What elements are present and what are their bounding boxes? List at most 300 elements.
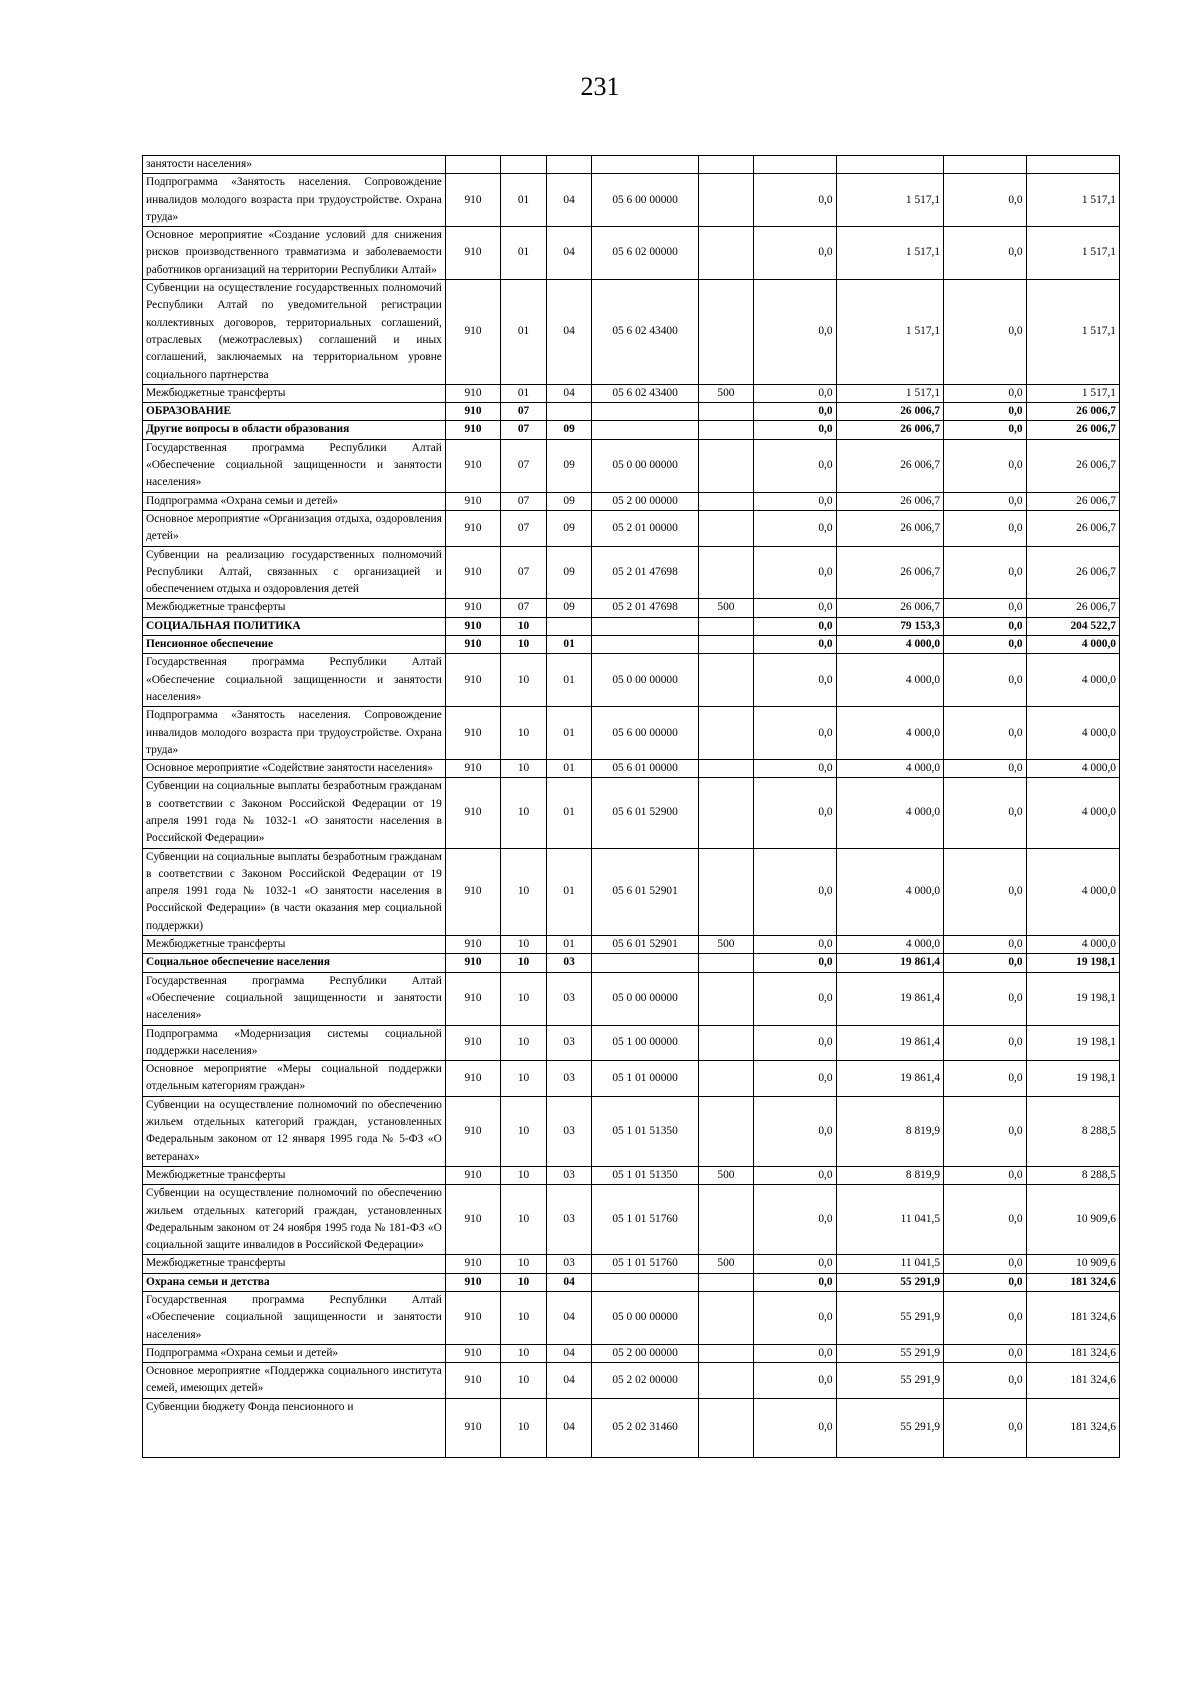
row-name-cell: Субвенции на осуществление полномочий по обеспечению жильем отдельных категорий граждан, установленных Федеральным законом от 24 ноября 1995 года № 181-ФЗ «О социальной защите инвалидов в Российской Федерации» <box>143 1185 446 1255</box>
section-code-cell: 10 <box>501 636 547 654</box>
expense-type-cell <box>698 778 753 848</box>
amount-cell-3: 0,0 <box>944 617 1027 635</box>
subsection-code-cell: 04 <box>546 1398 592 1457</box>
amount-cell-4: 10 909,6 <box>1026 1185 1119 1255</box>
table-row <box>143 1185 1120 1255</box>
subsection-code-cell: 01 <box>546 760 592 778</box>
row-name-cell: Социальное обеспечение населения <box>143 954 446 972</box>
section-code-cell: 07 <box>501 492 547 510</box>
subsection-code-cell: 04 <box>546 174 592 227</box>
expense-type-cell <box>698 1096 753 1166</box>
grbs-code-cell: 910 <box>445 1025 500 1061</box>
amount-cell-4: 181 324,6 <box>1026 1292 1119 1345</box>
amount-cell-1: 0,0 <box>754 227 837 280</box>
target-article-cell <box>592 954 698 972</box>
amount-cell-3: 0,0 <box>944 954 1027 972</box>
target-article-cell: 05 6 00 00000 <box>592 174 698 227</box>
expense-type-cell <box>698 1273 753 1291</box>
amount-cell-1: 0,0 <box>754 403 837 421</box>
row-name-cell: Государственная программа Республики Алтай «Обеспечение социальной защищенности и занятости населения» <box>143 439 446 492</box>
section-code-cell: 10 <box>501 1398 547 1457</box>
amount-cell-4 <box>1026 156 1119 174</box>
section-code-cell: 10 <box>501 1061 547 1097</box>
target-article-cell <box>592 156 698 174</box>
expense-type-cell <box>698 954 753 972</box>
target-article-cell <box>592 421 698 439</box>
row-name-cell: Субвенции на осуществление государственных полномочий Республики Алтай по уведомительной регистрации коллективных договоров, территориальных соглашений, отраслевых (межотраслевых) соглашений и иных соглашений, заключаемых на территориальном уровне социального партнерства <box>143 280 446 385</box>
section-code-cell: 07 <box>501 599 547 617</box>
amount-cell-2: 1 517,1 <box>836 384 943 402</box>
table-row <box>143 1061 1120 1097</box>
grbs-code-cell: 910 <box>445 1292 500 1345</box>
subsection-code-cell: 01 <box>546 654 592 707</box>
expense-type-cell <box>698 1025 753 1061</box>
table-row <box>143 421 1120 439</box>
target-article-cell: 05 2 02 31460 <box>592 1398 698 1457</box>
grbs-code-cell: 910 <box>445 936 500 954</box>
section-code-cell: 01 <box>501 280 547 385</box>
expense-type-cell <box>698 707 753 760</box>
target-article-cell: 05 6 02 00000 <box>592 227 698 280</box>
amount-cell-1: 0,0 <box>754 1273 837 1291</box>
amount-cell-3: 0,0 <box>944 1273 1027 1291</box>
amount-cell-1: 0,0 <box>754 760 837 778</box>
amount-cell-2: 1 517,1 <box>836 174 943 227</box>
section-code-cell: 01 <box>501 174 547 227</box>
target-article-cell: 05 6 01 52901 <box>592 936 698 954</box>
amount-cell-3: 0,0 <box>944 1061 1027 1097</box>
target-article-cell: 05 6 02 43400 <box>592 384 698 402</box>
table-row <box>143 848 1120 935</box>
amount-cell-4: 8 288,5 <box>1026 1096 1119 1166</box>
grbs-code-cell: 910 <box>445 1061 500 1097</box>
subsection-code-cell: 01 <box>546 636 592 654</box>
expense-type-cell: 500 <box>698 1166 753 1184</box>
target-article-cell: 05 6 01 52901 <box>592 848 698 935</box>
budget-table-body <box>143 156 1120 1458</box>
amount-cell-3: 0,0 <box>944 492 1027 510</box>
amount-cell-3: 0,0 <box>944 599 1027 617</box>
amount-cell-1: 0,0 <box>754 492 837 510</box>
expense-type-cell <box>698 1363 753 1399</box>
subsection-code-cell: 01 <box>546 778 592 848</box>
subsection-code-cell: 09 <box>546 439 592 492</box>
amount-cell-4: 1 517,1 <box>1026 280 1119 385</box>
amount-cell-1: 0,0 <box>754 707 837 760</box>
target-article-cell: 05 6 01 52900 <box>592 778 698 848</box>
amount-cell-2: 26 006,7 <box>836 403 943 421</box>
subsection-code-cell: 03 <box>546 1096 592 1166</box>
table-row <box>143 954 1120 972</box>
table-row <box>143 174 1120 227</box>
amount-cell-4: 26 006,7 <box>1026 492 1119 510</box>
grbs-code-cell: 910 <box>445 654 500 707</box>
subsection-code-cell: 03 <box>546 1025 592 1061</box>
target-article-cell <box>592 636 698 654</box>
row-name-cell: Субвенции на реализацию государственных полномочий Республики Алтай, связанных с организацией и обеспечением отдыха и оздоровления детей <box>143 546 446 599</box>
target-article-cell: 05 1 01 51350 <box>592 1166 698 1184</box>
section-code-cell: 10 <box>501 1255 547 1273</box>
grbs-code-cell: 910 <box>445 384 500 402</box>
grbs-code-cell: 910 <box>445 599 500 617</box>
amount-cell-3: 0,0 <box>944 1166 1027 1184</box>
amount-cell-3: 0,0 <box>944 1096 1027 1166</box>
amount-cell-2: 4 000,0 <box>836 636 943 654</box>
amount-cell-1: 0,0 <box>754 280 837 385</box>
target-article-cell: 05 1 01 51760 <box>592 1255 698 1273</box>
amount-cell-3: 0,0 <box>944 280 1027 385</box>
target-article-cell: 05 6 02 43400 <box>592 280 698 385</box>
grbs-code-cell: 910 <box>445 1273 500 1291</box>
subsection-code-cell: 03 <box>546 1166 592 1184</box>
amount-cell-2: 55 291,9 <box>836 1292 943 1345</box>
target-article-cell <box>592 1273 698 1291</box>
table-row <box>143 707 1120 760</box>
amount-cell-2: 26 006,7 <box>836 546 943 599</box>
section-code-cell: 10 <box>501 778 547 848</box>
grbs-code-cell: 910 <box>445 421 500 439</box>
amount-cell-3: 0,0 <box>944 1344 1027 1362</box>
row-name-cell: Субвенции на осуществление полномочий по обеспечению жильем отдельных категорий граждан, установленных Федеральным законом от 12 января 1995 года № 5-ФЗ «О ветеранах» <box>143 1096 446 1166</box>
expense-type-cell <box>698 654 753 707</box>
amount-cell-4: 26 006,7 <box>1026 546 1119 599</box>
section-code-cell: 10 <box>501 848 547 935</box>
amount-cell-4: 26 006,7 <box>1026 599 1119 617</box>
grbs-code-cell: 910 <box>445 280 500 385</box>
amount-cell-4: 181 324,6 <box>1026 1344 1119 1362</box>
amount-cell-4: 4 000,0 <box>1026 654 1119 707</box>
expense-type-cell: 500 <box>698 1255 753 1273</box>
target-article-cell <box>592 403 698 421</box>
section-code-cell: 07 <box>501 510 547 546</box>
amount-cell-1: 0,0 <box>754 599 837 617</box>
section-code-cell: 01 <box>501 227 547 280</box>
expense-type-cell: 500 <box>698 599 753 617</box>
amount-cell-2: 26 006,7 <box>836 421 943 439</box>
target-article-cell: 05 1 01 51350 <box>592 1096 698 1166</box>
row-name-cell: Основное мероприятие «Создание условий для снижения рисков производственного травматизма и заболеваемости работников организаций на территории Республики Алтай» <box>143 227 446 280</box>
target-article-cell: 05 1 01 00000 <box>592 1061 698 1097</box>
expense-type-cell <box>698 636 753 654</box>
subsection-code-cell: 01 <box>546 936 592 954</box>
amount-cell-3: 0,0 <box>944 403 1027 421</box>
row-name-cell: Межбюджетные трансферты <box>143 384 446 402</box>
amount-cell-2: 19 861,4 <box>836 1025 943 1061</box>
subsection-code-cell: 09 <box>546 546 592 599</box>
table-row <box>143 510 1120 546</box>
amount-cell-2: 4 000,0 <box>836 848 943 935</box>
section-code-cell: 10 <box>501 1344 547 1362</box>
amount-cell-1: 0,0 <box>754 546 837 599</box>
section-code-cell: 10 <box>501 1096 547 1166</box>
section-code-cell: 07 <box>501 439 547 492</box>
amount-cell-4: 1 517,1 <box>1026 227 1119 280</box>
amount-cell-2: 1 517,1 <box>836 280 943 385</box>
expense-type-cell <box>698 1185 753 1255</box>
amount-cell-1: 0,0 <box>754 421 837 439</box>
subsection-code-cell: 09 <box>546 599 592 617</box>
amount-cell-3: 0,0 <box>944 384 1027 402</box>
expense-type-cell <box>698 1398 753 1457</box>
amount-cell-2: 8 819,9 <box>836 1096 943 1166</box>
amount-cell-4: 19 198,1 <box>1026 954 1119 972</box>
row-name-cell: Другие вопросы в области образования <box>143 421 446 439</box>
table-row <box>143 1292 1120 1345</box>
amount-cell-2: 26 006,7 <box>836 510 943 546</box>
target-article-cell: 05 0 00 00000 <box>592 439 698 492</box>
amount-cell-1 <box>754 156 837 174</box>
row-name-cell: Подпрограмма «Занятость населения. Сопровождение инвалидов молодого возраста при трудоустройстве. Охрана труда» <box>143 707 446 760</box>
expense-type-cell <box>698 617 753 635</box>
subsection-code-cell <box>546 617 592 635</box>
subsection-code-cell: 04 <box>546 1363 592 1399</box>
amount-cell-2: 4 000,0 <box>836 707 943 760</box>
amount-cell-3: 0,0 <box>944 707 1027 760</box>
section-code-cell: 10 <box>501 707 547 760</box>
expense-type-cell <box>698 174 753 227</box>
subsection-code-cell: 01 <box>546 848 592 935</box>
target-article-cell: 05 2 01 00000 <box>592 510 698 546</box>
amount-cell-2 <box>836 156 943 174</box>
page-number: 231 <box>580 72 620 101</box>
subsection-code-cell: 01 <box>546 707 592 760</box>
row-name-cell: Государственная программа Республики Алтай «Обеспечение социальной защищенности и занятости населения» <box>143 1292 446 1345</box>
amount-cell-3: 0,0 <box>944 848 1027 935</box>
table-row <box>143 636 1120 654</box>
amount-cell-2: 26 006,7 <box>836 439 943 492</box>
table-row <box>143 384 1120 402</box>
grbs-code-cell: 910 <box>445 1363 500 1399</box>
grbs-code-cell: 910 <box>445 617 500 635</box>
grbs-code-cell: 910 <box>445 848 500 935</box>
row-name-cell: Подпрограмма «Модернизация системы социальной поддержки населения» <box>143 1025 446 1061</box>
amount-cell-1: 0,0 <box>754 654 837 707</box>
table-row <box>143 492 1120 510</box>
expense-type-cell <box>698 848 753 935</box>
subsection-code-cell: 04 <box>546 1292 592 1345</box>
target-article-cell: 05 2 01 47698 <box>592 599 698 617</box>
table-row <box>143 1344 1120 1362</box>
target-article-cell: 05 0 00 00000 <box>592 972 698 1025</box>
table-row <box>143 280 1120 385</box>
amount-cell-1: 0,0 <box>754 778 837 848</box>
grbs-code-cell: 910 <box>445 778 500 848</box>
target-article-cell: 05 2 01 47698 <box>592 546 698 599</box>
grbs-code-cell: 910 <box>445 174 500 227</box>
grbs-code-cell: 910 <box>445 636 500 654</box>
subsection-code-cell: 03 <box>546 1061 592 1097</box>
row-name-cell: Охрана семьи и детства <box>143 1273 446 1291</box>
section-code-cell: 07 <box>501 546 547 599</box>
row-name-cell: Субвенции на социальные выплаты безработным гражданам в соответствии с Законом Российской Федерации от 19 апреля 1991 года № 1032-1 «О занятости населения в Российской Федерации» <box>143 778 446 848</box>
grbs-code-cell: 910 <box>445 403 500 421</box>
subsection-code-cell <box>546 403 592 421</box>
row-name-cell: Пенсионное обеспечение <box>143 636 446 654</box>
target-article-cell: 05 1 00 00000 <box>592 1025 698 1061</box>
amount-cell-2: 11 041,5 <box>836 1255 943 1273</box>
grbs-code-cell: 910 <box>445 1185 500 1255</box>
grbs-code-cell: 910 <box>445 546 500 599</box>
table-row <box>143 546 1120 599</box>
amount-cell-1: 0,0 <box>754 1166 837 1184</box>
target-article-cell: 05 6 01 00000 <box>592 760 698 778</box>
subsection-code-cell: 04 <box>546 280 592 385</box>
subsection-code-cell: 04 <box>546 227 592 280</box>
section-code-cell: 10 <box>501 760 547 778</box>
expense-type-cell <box>698 760 753 778</box>
amount-cell-3: 0,0 <box>944 760 1027 778</box>
amount-cell-1: 0,0 <box>754 936 837 954</box>
amount-cell-1: 0,0 <box>754 636 837 654</box>
amount-cell-1: 0,0 <box>754 954 837 972</box>
amount-cell-3: 0,0 <box>944 1025 1027 1061</box>
amount-cell-4: 4 000,0 <box>1026 636 1119 654</box>
row-name-cell: Подпрограмма «Охрана семьи и детей» <box>143 1344 446 1362</box>
amount-cell-1: 0,0 <box>754 848 837 935</box>
budget-table <box>142 155 1120 1458</box>
amount-cell-4: 4 000,0 <box>1026 778 1119 848</box>
table-row <box>143 599 1120 617</box>
expense-type-cell: 500 <box>698 384 753 402</box>
amount-cell-4: 26 006,7 <box>1026 510 1119 546</box>
amount-cell-4: 181 324,6 <box>1026 1398 1119 1457</box>
amount-cell-3: 0,0 <box>944 778 1027 848</box>
row-name-cell: Основное мероприятие «Поддержка социального института семей, имеющих детей» <box>143 1363 446 1399</box>
row-name-cell: Основное мероприятие «Меры социальной поддержки отдельным категориям граждан» <box>143 1061 446 1097</box>
table-row <box>143 1255 1120 1273</box>
section-code-cell: 10 <box>501 972 547 1025</box>
amount-cell-1: 0,0 <box>754 1185 837 1255</box>
amount-cell-3: 0,0 <box>944 227 1027 280</box>
amount-cell-1: 0,0 <box>754 1096 837 1166</box>
amount-cell-4: 19 198,1 <box>1026 1061 1119 1097</box>
amount-cell-4: 204 522,7 <box>1026 617 1119 635</box>
amount-cell-2: 19 861,4 <box>836 954 943 972</box>
amount-cell-1: 0,0 <box>754 617 837 635</box>
subsection-code-cell: 03 <box>546 1185 592 1255</box>
expense-type-cell <box>698 280 753 385</box>
subsection-code-cell: 04 <box>546 1344 592 1362</box>
section-code-cell: 10 <box>501 1025 547 1061</box>
target-article-cell: 05 6 00 00000 <box>592 707 698 760</box>
section-code-cell: 10 <box>501 654 547 707</box>
amount-cell-2: 4 000,0 <box>836 654 943 707</box>
grbs-code-cell: 910 <box>445 1255 500 1273</box>
table-row <box>143 936 1120 954</box>
amount-cell-3 <box>944 156 1027 174</box>
table-row <box>143 439 1120 492</box>
grbs-code-cell: 910 <box>445 227 500 280</box>
row-name-cell: Межбюджетные трансферты <box>143 1255 446 1273</box>
amount-cell-1: 0,0 <box>754 1255 837 1273</box>
section-code-cell: 01 <box>501 384 547 402</box>
grbs-code-cell: 910 <box>445 760 500 778</box>
amount-cell-1: 0,0 <box>754 1398 837 1457</box>
amount-cell-4: 181 324,6 <box>1026 1363 1119 1399</box>
expense-type-cell <box>698 227 753 280</box>
grbs-code-cell: 910 <box>445 1344 500 1362</box>
amount-cell-2: 19 861,4 <box>836 1061 943 1097</box>
amount-cell-3: 0,0 <box>944 510 1027 546</box>
section-code-cell: 10 <box>501 1166 547 1184</box>
section-code-cell: 10 <box>501 1273 547 1291</box>
amount-cell-1: 0,0 <box>754 174 837 227</box>
grbs-code-cell: 910 <box>445 492 500 510</box>
table-row <box>143 1025 1120 1061</box>
expense-type-cell <box>698 1292 753 1345</box>
table-row <box>143 1166 1120 1184</box>
amount-cell-1: 0,0 <box>754 384 837 402</box>
amount-cell-1: 0,0 <box>754 510 837 546</box>
amount-cell-2: 55 291,9 <box>836 1398 943 1457</box>
amount-cell-3: 0,0 <box>944 654 1027 707</box>
section-code-cell: 07 <box>501 403 547 421</box>
amount-cell-4: 26 006,7 <box>1026 403 1119 421</box>
amount-cell-3: 0,0 <box>944 1363 1027 1399</box>
row-name-cell: Основное мероприятие «Организация отдыха, оздоровления детей» <box>143 510 446 546</box>
table-row <box>143 617 1120 635</box>
section-code-cell: 10 <box>501 936 547 954</box>
row-name-cell: Основное мероприятие «Содействие занятости населения» <box>143 760 446 778</box>
target-article-cell <box>592 617 698 635</box>
section-code-cell: 10 <box>501 1292 547 1345</box>
subsection-code-cell: 04 <box>546 1273 592 1291</box>
row-name-cell: Субвенции бюджету Фонда пенсионного и <box>143 1398 446 1457</box>
grbs-code-cell <box>445 156 500 174</box>
table-row <box>143 1096 1120 1166</box>
table-row <box>143 227 1120 280</box>
grbs-code-cell: 910 <box>445 510 500 546</box>
amount-cell-1: 0,0 <box>754 1344 837 1362</box>
amount-cell-4: 19 198,1 <box>1026 972 1119 1025</box>
amount-cell-2: 1 517,1 <box>836 227 943 280</box>
row-name-cell: занятости населения» <box>143 156 446 174</box>
subsection-code-cell: 03 <box>546 1255 592 1273</box>
expense-type-cell: 500 <box>698 936 753 954</box>
expense-type-cell <box>698 1061 753 1097</box>
row-name-cell: Подпрограмма «Охрана семьи и детей» <box>143 492 446 510</box>
row-name-cell: Подпрограмма «Занятость населения. Сопровождение инвалидов молодого возраста при трудоустройстве. Охрана труда» <box>143 174 446 227</box>
grbs-code-cell: 910 <box>445 972 500 1025</box>
amount-cell-4: 8 288,5 <box>1026 1166 1119 1184</box>
amount-cell-4: 10 909,6 <box>1026 1255 1119 1273</box>
table-row <box>143 1273 1120 1291</box>
amount-cell-1: 0,0 <box>754 972 837 1025</box>
expense-type-cell <box>698 510 753 546</box>
amount-cell-3: 0,0 <box>944 1255 1027 1273</box>
amount-cell-4: 4 000,0 <box>1026 848 1119 935</box>
amount-cell-2: 55 291,9 <box>836 1344 943 1362</box>
amount-cell-3: 0,0 <box>944 439 1027 492</box>
section-code-cell <box>501 156 547 174</box>
grbs-code-cell: 910 <box>445 954 500 972</box>
table-row <box>143 1398 1120 1457</box>
section-code-cell: 10 <box>501 617 547 635</box>
section-code-cell: 10 <box>501 1185 547 1255</box>
section-code-cell: 07 <box>501 421 547 439</box>
amount-cell-1: 0,0 <box>754 1025 837 1061</box>
table-row <box>143 972 1120 1025</box>
amount-cell-3: 0,0 <box>944 1292 1027 1345</box>
amount-cell-2: 26 006,7 <box>836 492 943 510</box>
amount-cell-1: 0,0 <box>754 1363 837 1399</box>
amount-cell-4: 4 000,0 <box>1026 760 1119 778</box>
amount-cell-2: 19 861,4 <box>836 972 943 1025</box>
expense-type-cell <box>698 403 753 421</box>
amount-cell-4: 1 517,1 <box>1026 384 1119 402</box>
grbs-code-cell: 910 <box>445 1398 500 1457</box>
row-name-cell: Межбюджетные трансферты <box>143 599 446 617</box>
